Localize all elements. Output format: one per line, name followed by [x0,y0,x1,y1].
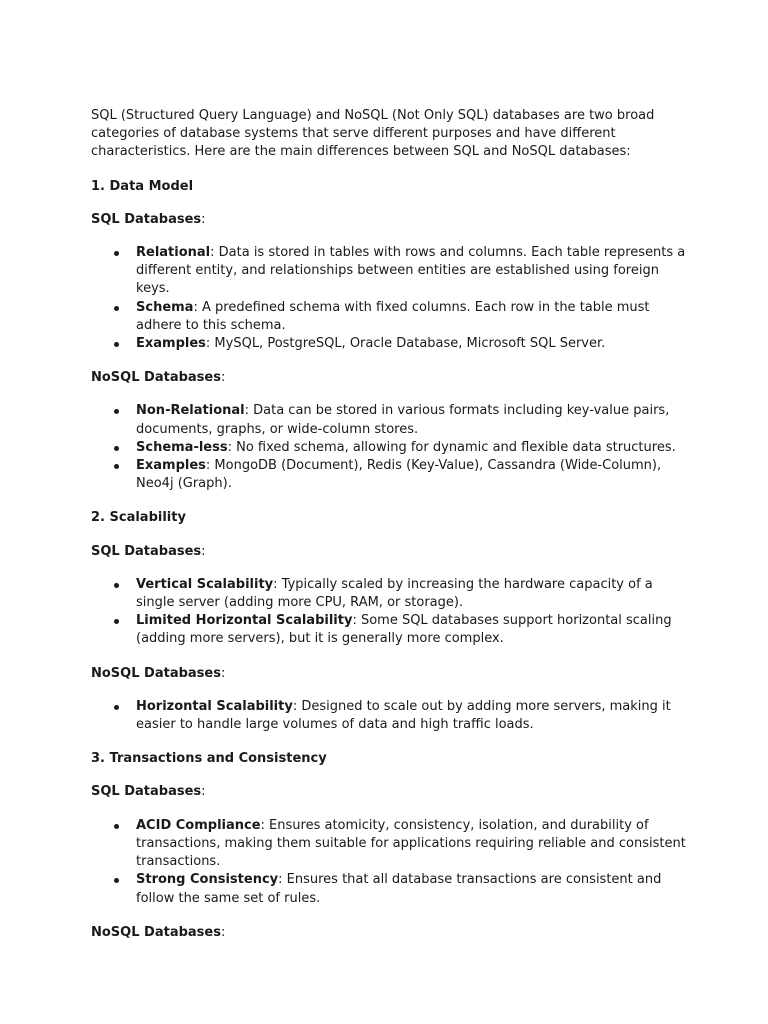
list-item: Horizontal Scalability: Designed to scale out by adding more servers, making it easier to handle large volumes of data and high traffic loads. [136,698,691,734]
section-heading-transactions: 3. Transactions and Consistency [91,751,327,767]
section-heading-scalability: 2. Scalability [91,510,186,526]
list-item: ACID Compliance: Ensures atomicity, consistency, isolation, and durability of transactions, making them suitable for applications requiring reliable and consistent transactions. [136,817,691,872]
bullet-list-sql-data-model [91,244,691,353]
list-item: Limited Horizontal Scalability: Some SQL databases support horizontal scaling (adding more servers), but it is generally more complex. [136,612,691,648]
bullet-list-nosql-scalability [91,698,691,734]
bullet-icon [114,583,119,588]
bullet-list-sql-scalability [91,576,691,649]
list-item: Relational: Data is stored in tables with rows and columns. Each table represents a different entity, and relationships between entities are established using foreign keys. [136,244,691,299]
subheading-sql-databases: SQL Databases: [91,543,206,559]
bullet-icon [114,306,119,311]
list-item: Strong Consistency: Ensures that all database transactions are consistent and follow the same set of rules. [136,871,691,907]
list-item: Examples: MySQL, PostgreSQL, Oracle Database, Microsoft SQL Server. [136,335,691,353]
bullet-icon [114,446,119,451]
bullet-list-sql-transactions [91,817,691,908]
subheading-sql-databases: SQL Databases: [91,211,206,227]
bullet-list-nosql-data-model [91,402,691,493]
bullet-icon [114,705,119,710]
list-item: Schema-less: No fixed schema, allowing for dynamic and flexible data structures. [136,439,691,457]
intro-paragraph: SQL (Structured Query Language) and NoSQL (Not Only SQL) databases are two broad categories of database systems that serve different purposes and have different characteristics. Here are the main differences between SQL and NoSQL databases: [91,108,655,160]
subheading-sql-databases: SQL Databases: [91,784,206,800]
bullet-icon [114,824,119,829]
bullet-icon [114,619,119,624]
list-item: Examples: MongoDB (Document), Redis (Key-Value), Cassandra (Wide-Column), Neo4j (Graph). [136,457,691,493]
section-heading-data-model: 1. Data Model [91,178,194,194]
bullet-icon [114,251,119,256]
subheading-nosql-databases: NoSQL Databases: [91,370,226,386]
bullet-icon [114,409,119,414]
list-item: Schema: A predefined schema with fixed columns. Each row in the table must adhere to this schema. [136,299,691,335]
bullet-icon [114,342,119,347]
list-item: Vertical Scalability: Typically scaled by increasing the hardware capacity of a single server (adding more CPU, RAM, or storage). [136,576,691,612]
bullet-icon [114,878,119,883]
subheading-nosql-databases: NoSQL Databases: [91,665,226,681]
bullet-icon [114,464,119,469]
document-body [91,107,691,957]
subheading-nosql-databases: NoSQL Databases: [91,924,226,940]
list-item: Non-Relational: Data can be stored in various formats including key-value pairs, documents, graphs, or wide-column stores. [136,402,691,438]
